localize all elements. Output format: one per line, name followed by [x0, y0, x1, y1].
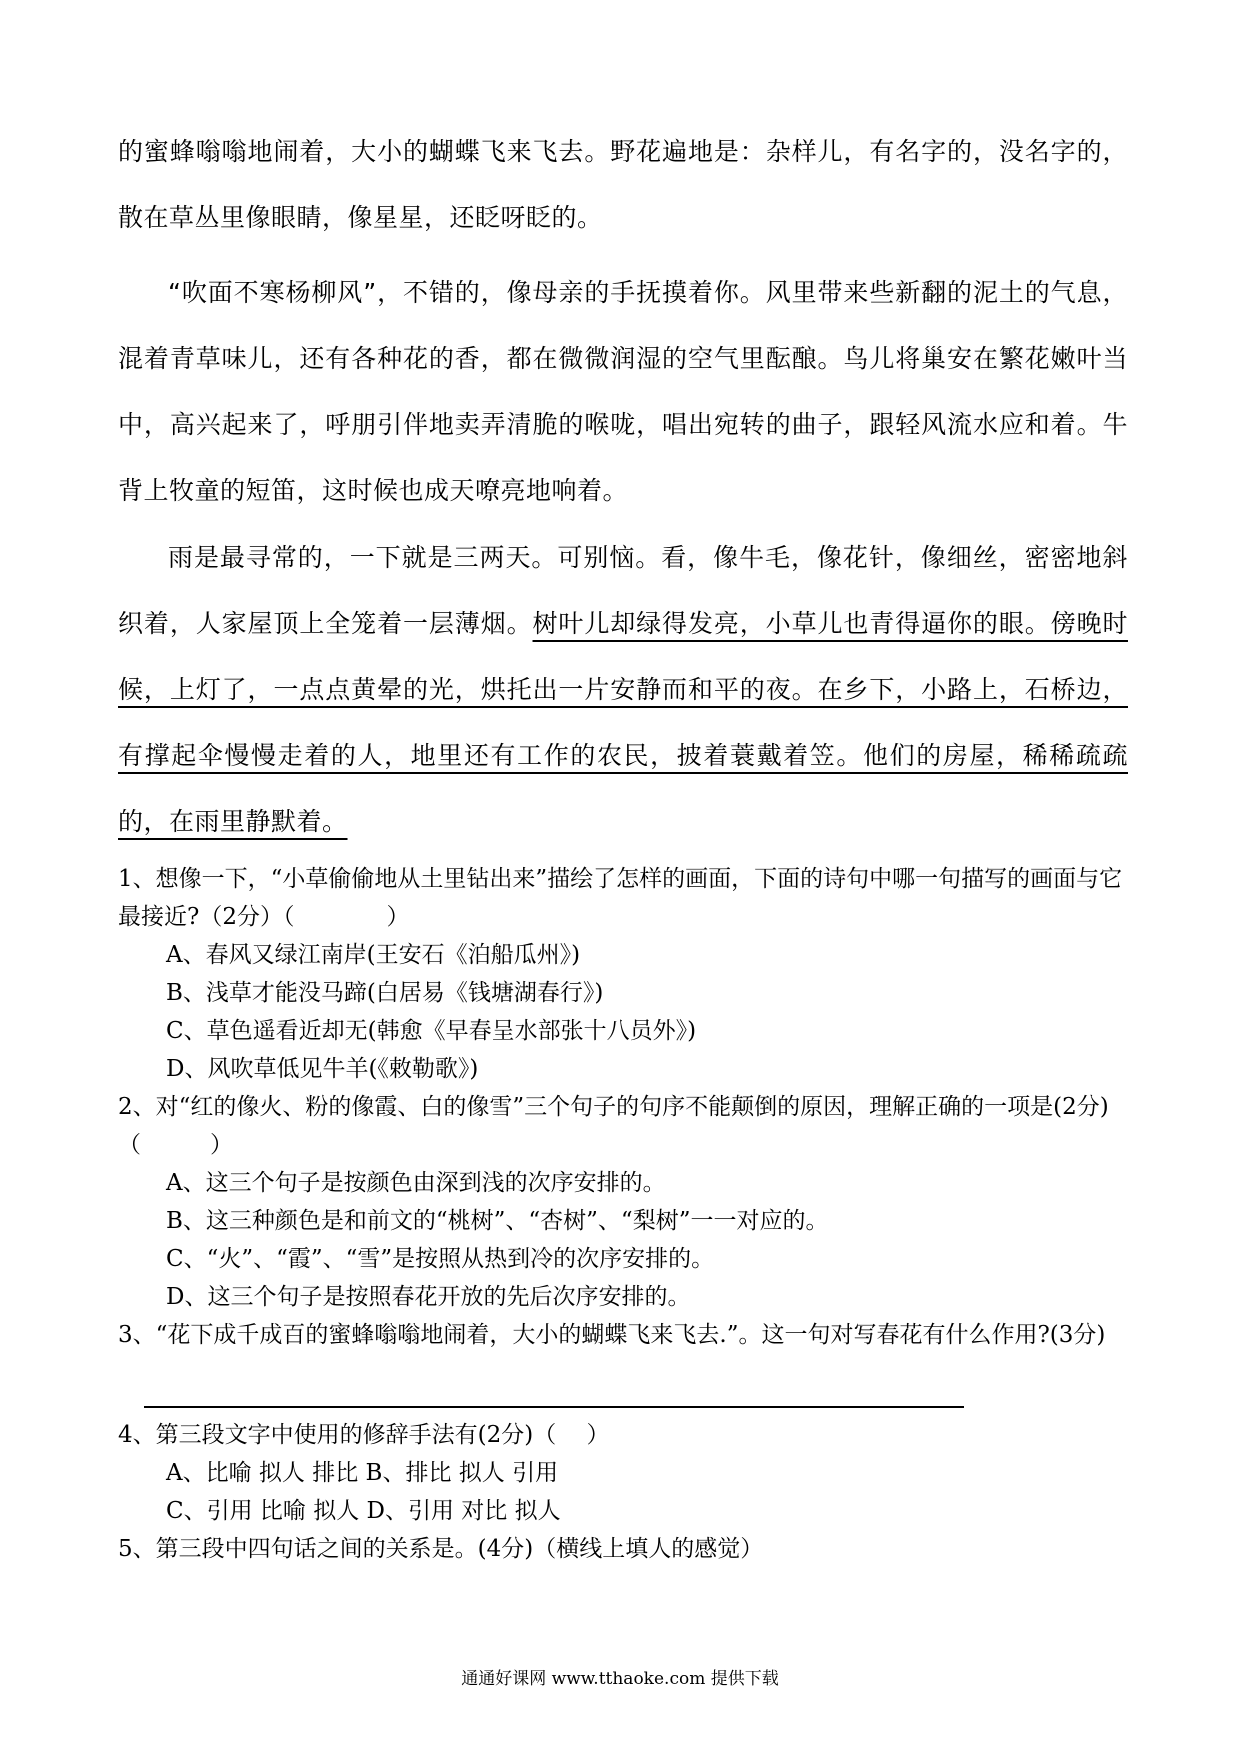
question-4-options-row-2: C、引用 比喻 拟人 D、引用 对比 拟人: [166, 1498, 561, 1524]
question-4: 4、第三段文字中使用的修辞手法有(2分)（ ）: [118, 1422, 610, 1448]
question-2-option-d: D、这三个句子是按照春花开放的先后次序安排的。: [166, 1284, 691, 1310]
passage-paragraph-3-plain: 雨是最寻常的，一下就是三两天。可别恼。看，像牛毛，像花针，像细丝，密密地斜织着，人家屋顶上全笼着一层薄烟。: [118, 543, 1128, 638]
page-footer: 通通好课网 www.tthaoke.com 提供下载: [461, 1669, 779, 1689]
question-2-option-b: B、这三种颜色是和前文的“桃树”、“杏树”、“梨树”一一对应的。: [166, 1208, 829, 1234]
question-2-option-c: C、“火”、“霞”、“雪”是按照从热到冷的次序安排的。: [166, 1246, 715, 1272]
question-3: 3、“花下成千成百的蜜蜂嗡嗡地闹着，大小的蝴蝶飞来飞去.”。这一句对写春花有什么作用?(3分): [118, 1322, 1106, 1348]
question-1-option-d: D、风吹草低见牛羊(《敕勒歌》): [166, 1056, 479, 1082]
passage-paragraph-2: “吹面不寒杨柳风”，不错的，像母亲的手抚摸着你。风里带来些新翻的泥土的气息，混着青草味儿，还有各种花的香，都在微微润湿的空气里酝酿。鸟儿将巢安在繁花嫩叶当中，高兴起来了，呼朋引伴地卖弄清脆的喉咙，唱出宛转的曲子，跟轻风流水应和着。牛背上牧童的短笛，这时候也成天嘹亮地响着。: [118, 278, 1128, 505]
question-1-option-b: B、浅草才能没马蹄(白居易《钱塘湖春行》): [166, 980, 604, 1006]
question-2-option-a: A、这三个句子是按颜色由深到浅的次序安排的。: [166, 1170, 666, 1196]
passage-paragraph-3: [118, 525, 1128, 855]
questions-section: [118, 860, 1128, 1568]
question-4-options-row-1: A、比喻 拟人 排比 B、排比 拟人 引用: [166, 1460, 559, 1486]
question-2: 2、对“红的像火、粉的像霞、白的像雪”三个句子的句序不能颠倒的原因，理解正确的一项是(2分)（ ）: [118, 1094, 1109, 1158]
question-3-answer-line: [144, 1406, 964, 1408]
question-1-option-a: A、春风又绿江南岸(王安石《泊船瓜州》): [166, 942, 581, 968]
question-1-option-c: C、草色遥看近却无(韩愈《早春呈水部张十八员外》): [166, 1018, 697, 1044]
passage-paragraph-1: 的蜜蜂嗡嗡地闹着，大小的蝴蝶飞来飞去。野花遍地是：杂样儿，有名字的，没名字的，散在草丛里像眼睛，像星星，还眨呀眨的。: [118, 137, 1128, 232]
question-1: 1、想像一下，“小草偷偷地从土里钻出来”描绘了怎样的画面，下面的诗句中哪一句描写的画面与它最接近?（2分）（ ）: [118, 866, 1123, 930]
document-page: [118, 0, 1128, 1754]
passage-paragraph-3-underlined: 树叶儿却绿得发亮，小草儿也青得逼你的眼。傍晚时候，上灯了，一点点黄晕的光，烘托出一片安静而和平的夜。在乡下，小路上，石桥边，有撑起伞慢慢走着的人，地里还有工作的农民，披着蓑戴着笠。他们的房屋，稀稀疏疏的，在雨里静默着。: [118, 609, 1128, 836]
question-5: 5、第三段中四句话之间的关系是。(4分)（横线上填人的感觉）: [118, 1536, 764, 1562]
